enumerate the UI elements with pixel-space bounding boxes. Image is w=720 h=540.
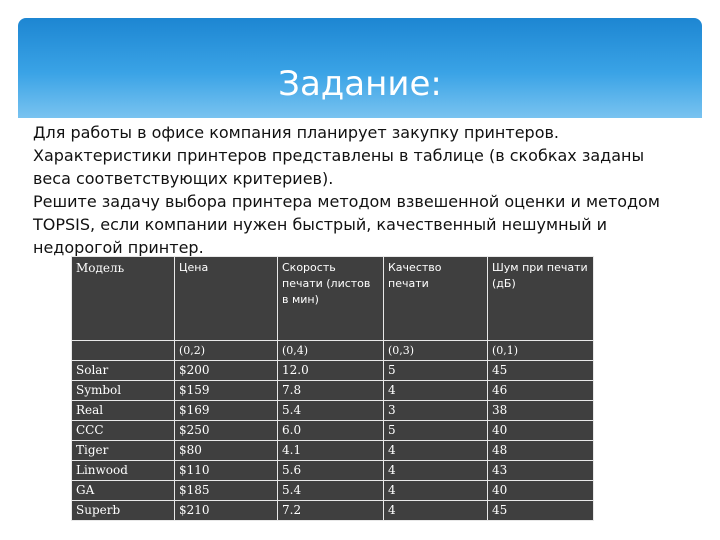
table-weights-row (72, 341, 594, 361)
cell-speed: 6.0 (278, 421, 384, 441)
cell-price: $185 (175, 481, 278, 501)
cell-speed: 7.8 (278, 381, 384, 401)
header-speed: Скорость печати (листов в мин) (278, 257, 384, 341)
cell-quality: 4 (384, 501, 488, 521)
table-header-row (72, 257, 594, 341)
cell-price: $159 (175, 381, 278, 401)
cell-noise: 46 (488, 381, 594, 401)
cell-price: $80 (175, 441, 278, 461)
slide-title: Задание: (278, 64, 442, 104)
cell-speed: 4.1 (278, 441, 384, 461)
cell-model: Superb (72, 501, 175, 521)
cell-model: Symbol (72, 381, 175, 401)
cell-quality: 5 (384, 421, 488, 441)
header-quality: Качество печати (384, 257, 488, 341)
table-row (72, 361, 594, 381)
cell-noise: 48 (488, 441, 594, 461)
weight-cell: (0,4) (278, 341, 384, 361)
cell-price: $200 (175, 361, 278, 381)
table-row (72, 501, 594, 521)
header-price: Цена (175, 257, 278, 341)
cell-noise: 43 (488, 461, 594, 481)
cell-quality: 4 (384, 461, 488, 481)
weight-cell: (0,2) (175, 341, 278, 361)
weight-cell: (0,3) (384, 341, 488, 361)
cell-noise: 40 (488, 481, 594, 501)
cell-price: $210 (175, 501, 278, 521)
cell-quality: 3 (384, 401, 488, 421)
cell-model: Tiger (72, 441, 175, 461)
cell-quality: 4 (384, 381, 488, 401)
cell-model: Linwood (72, 461, 175, 481)
weight-cell (72, 341, 175, 361)
table-row (72, 441, 594, 461)
cell-noise: 38 (488, 401, 594, 421)
cell-speed: 7.2 (278, 501, 384, 521)
cell-noise: 45 (488, 361, 594, 381)
weight-cell: (0,1) (488, 341, 594, 361)
cell-speed: 5.4 (278, 481, 384, 501)
task-paragraph: Для работы в офисе компания планирует закупку принтеров. Характеристики принтеров представлены в таблице (в скобках заданы веса соответствующих критериев). (33, 123, 645, 188)
task-paragraph: Решите задачу выбора принтера методом взвешенной оценки и методом TOPSIS, если компании нужен быстрый, качественный нешумный и недорогой принтер. (33, 192, 660, 257)
table-row (72, 481, 594, 501)
cell-quality: 4 (384, 441, 488, 461)
cell-price: $250 (175, 421, 278, 441)
cell-model: GA (72, 481, 175, 501)
cell-price: $110 (175, 461, 278, 481)
table-row (72, 421, 594, 441)
cell-speed: 12.0 (278, 361, 384, 381)
cell-quality: 4 (384, 481, 488, 501)
task-description (33, 121, 683, 259)
cell-model: CCC (72, 421, 175, 441)
cell-speed: 5.6 (278, 461, 384, 481)
table-row (72, 461, 594, 481)
cell-model: Real (72, 401, 175, 421)
cell-noise: 40 (488, 421, 594, 441)
header-model: Модель (72, 257, 175, 341)
cell-model: Solar (72, 361, 175, 381)
cell-speed: 5.4 (278, 401, 384, 421)
cell-quality: 5 (384, 361, 488, 381)
table-row (72, 381, 594, 401)
cell-noise: 45 (488, 501, 594, 521)
header-noise: Шум при печати (дБ) (488, 257, 594, 341)
printers-table (71, 256, 594, 521)
table-row (72, 401, 594, 421)
cell-price: $169 (175, 401, 278, 421)
